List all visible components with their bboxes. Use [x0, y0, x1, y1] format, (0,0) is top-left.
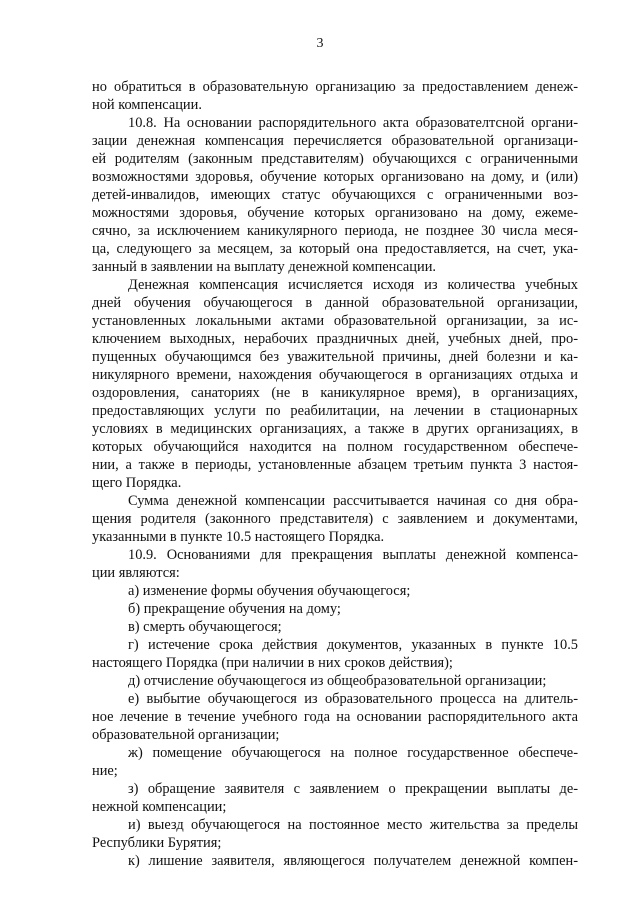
text-line: нии, а также в периоды, установленные абзацем третьим пункта 3 настоя- — [92, 457, 578, 473]
list-item: е) выбытие обучающегося из образовательного процесса на длитель- — [128, 691, 578, 707]
page-number: 3 — [316, 36, 324, 51]
list-item: б) прекращение обучения на дому; — [128, 601, 341, 617]
text-line: условиях в медицинских организациях, а также в других организациях, в — [92, 421, 578, 437]
text-line: ное лечение в течение учебного года на основании распорядительного акта — [92, 709, 578, 725]
text-line: детей-инвалидов, имеющих статус обучающихся с ограниченными воз- — [92, 187, 578, 203]
list-item: в) смерть обучающегося; — [128, 619, 282, 635]
text-line: ние; — [92, 763, 118, 779]
text-line: 10.8. На основании распорядительного акта образователтсной органи- — [128, 115, 578, 131]
list-item: д) отчисление обучающегося из общеобразовательной организации; — [128, 673, 547, 689]
list-item: г) истечение срока действия документов, указанных в пункте 10.5 — [128, 637, 578, 653]
text-line: щения родителя (законного представителя) с заявлением и документами, — [92, 511, 578, 527]
text-line: ции являются: — [92, 565, 180, 581]
list-item: к) лишение заявителя, являющегося получателем денежной компен- — [128, 853, 578, 869]
text-line: настоящего Порядка (при наличии в них сроков действия); — [92, 655, 453, 671]
text-line: зации денежная компенсация перечисляется образовательной организаци- — [92, 133, 578, 149]
text-line: которых обучающийся находится на полном государственном обеспече- — [92, 439, 578, 455]
text-line: ей родителям (законным представителям) обучающихся с ограниченными — [92, 151, 578, 167]
text-line: сячно, за исключением каникулярного периода, не позднее 30 числа меся- — [92, 223, 578, 239]
text-line: но обратиться в образовательную организацию за предоставлением денеж- — [92, 79, 578, 95]
text-line: ца, следующего за месяцем, за который она предоставляется, на счет, ука- — [92, 241, 578, 257]
text-line: никулярного времени, нахождения обучающегося в организациях отдыха и — [92, 367, 578, 383]
text-line: пущенных обучающимся без уважительной причины, дней болезни и ка- — [92, 349, 578, 365]
text-line: нежной компенсации; — [92, 799, 227, 815]
text-line: предоставляющих услуги по реабилитации, на лечении в стационарных — [92, 403, 578, 419]
list-item: з) обращение заявителя с заявлением о прекращении выплаты де- — [128, 781, 578, 797]
text-line: образовательной организации; — [92, 727, 280, 743]
list-item: а) изменение формы обучения обучающегося; — [128, 583, 411, 599]
text-line: щего Порядка. — [92, 475, 182, 491]
text-line: ключением выходных, нерабочих праздничных дней, учебных дней, про- — [92, 331, 578, 347]
text-line: ной компенсации. — [92, 97, 202, 113]
text-line: возможностями здоровья, обучение которых организовано на дому, и (или) — [92, 169, 578, 185]
text-line: Денежная компенсация исчисляется исходя из количества учебных — [128, 277, 578, 293]
list-item: и) выезд обучающегося на постоянное место жительства за пределы — [128, 817, 578, 833]
text-line: указанными в пункте 10.5 настоящего Порядка. — [92, 529, 385, 545]
text-line: 10.9. Основаниями для прекращения выплаты денежной компенса- — [128, 547, 578, 563]
list-item: ж) помещение обучающегося на полное государственное обеспече- — [128, 745, 578, 761]
text-line: оздоровления, санаториях (не в каникулярное время), в организациях, — [92, 385, 578, 401]
text-line: занный в заявлении на выплату денежной компенсации. — [92, 259, 437, 275]
text-line: Сумма денежной компенсации рассчитывается начиная со дня обра- — [128, 493, 578, 509]
text-line: дней обучения обучающегося в данной образовательной организации, — [92, 295, 578, 311]
text-line: установленных локальными актами образовательной организации, за ис- — [92, 313, 578, 329]
text-line: Республики Бурятия; — [92, 835, 222, 851]
text-line: можностями здоровья, обучение которых организовано на дому, ежеме- — [92, 205, 578, 221]
